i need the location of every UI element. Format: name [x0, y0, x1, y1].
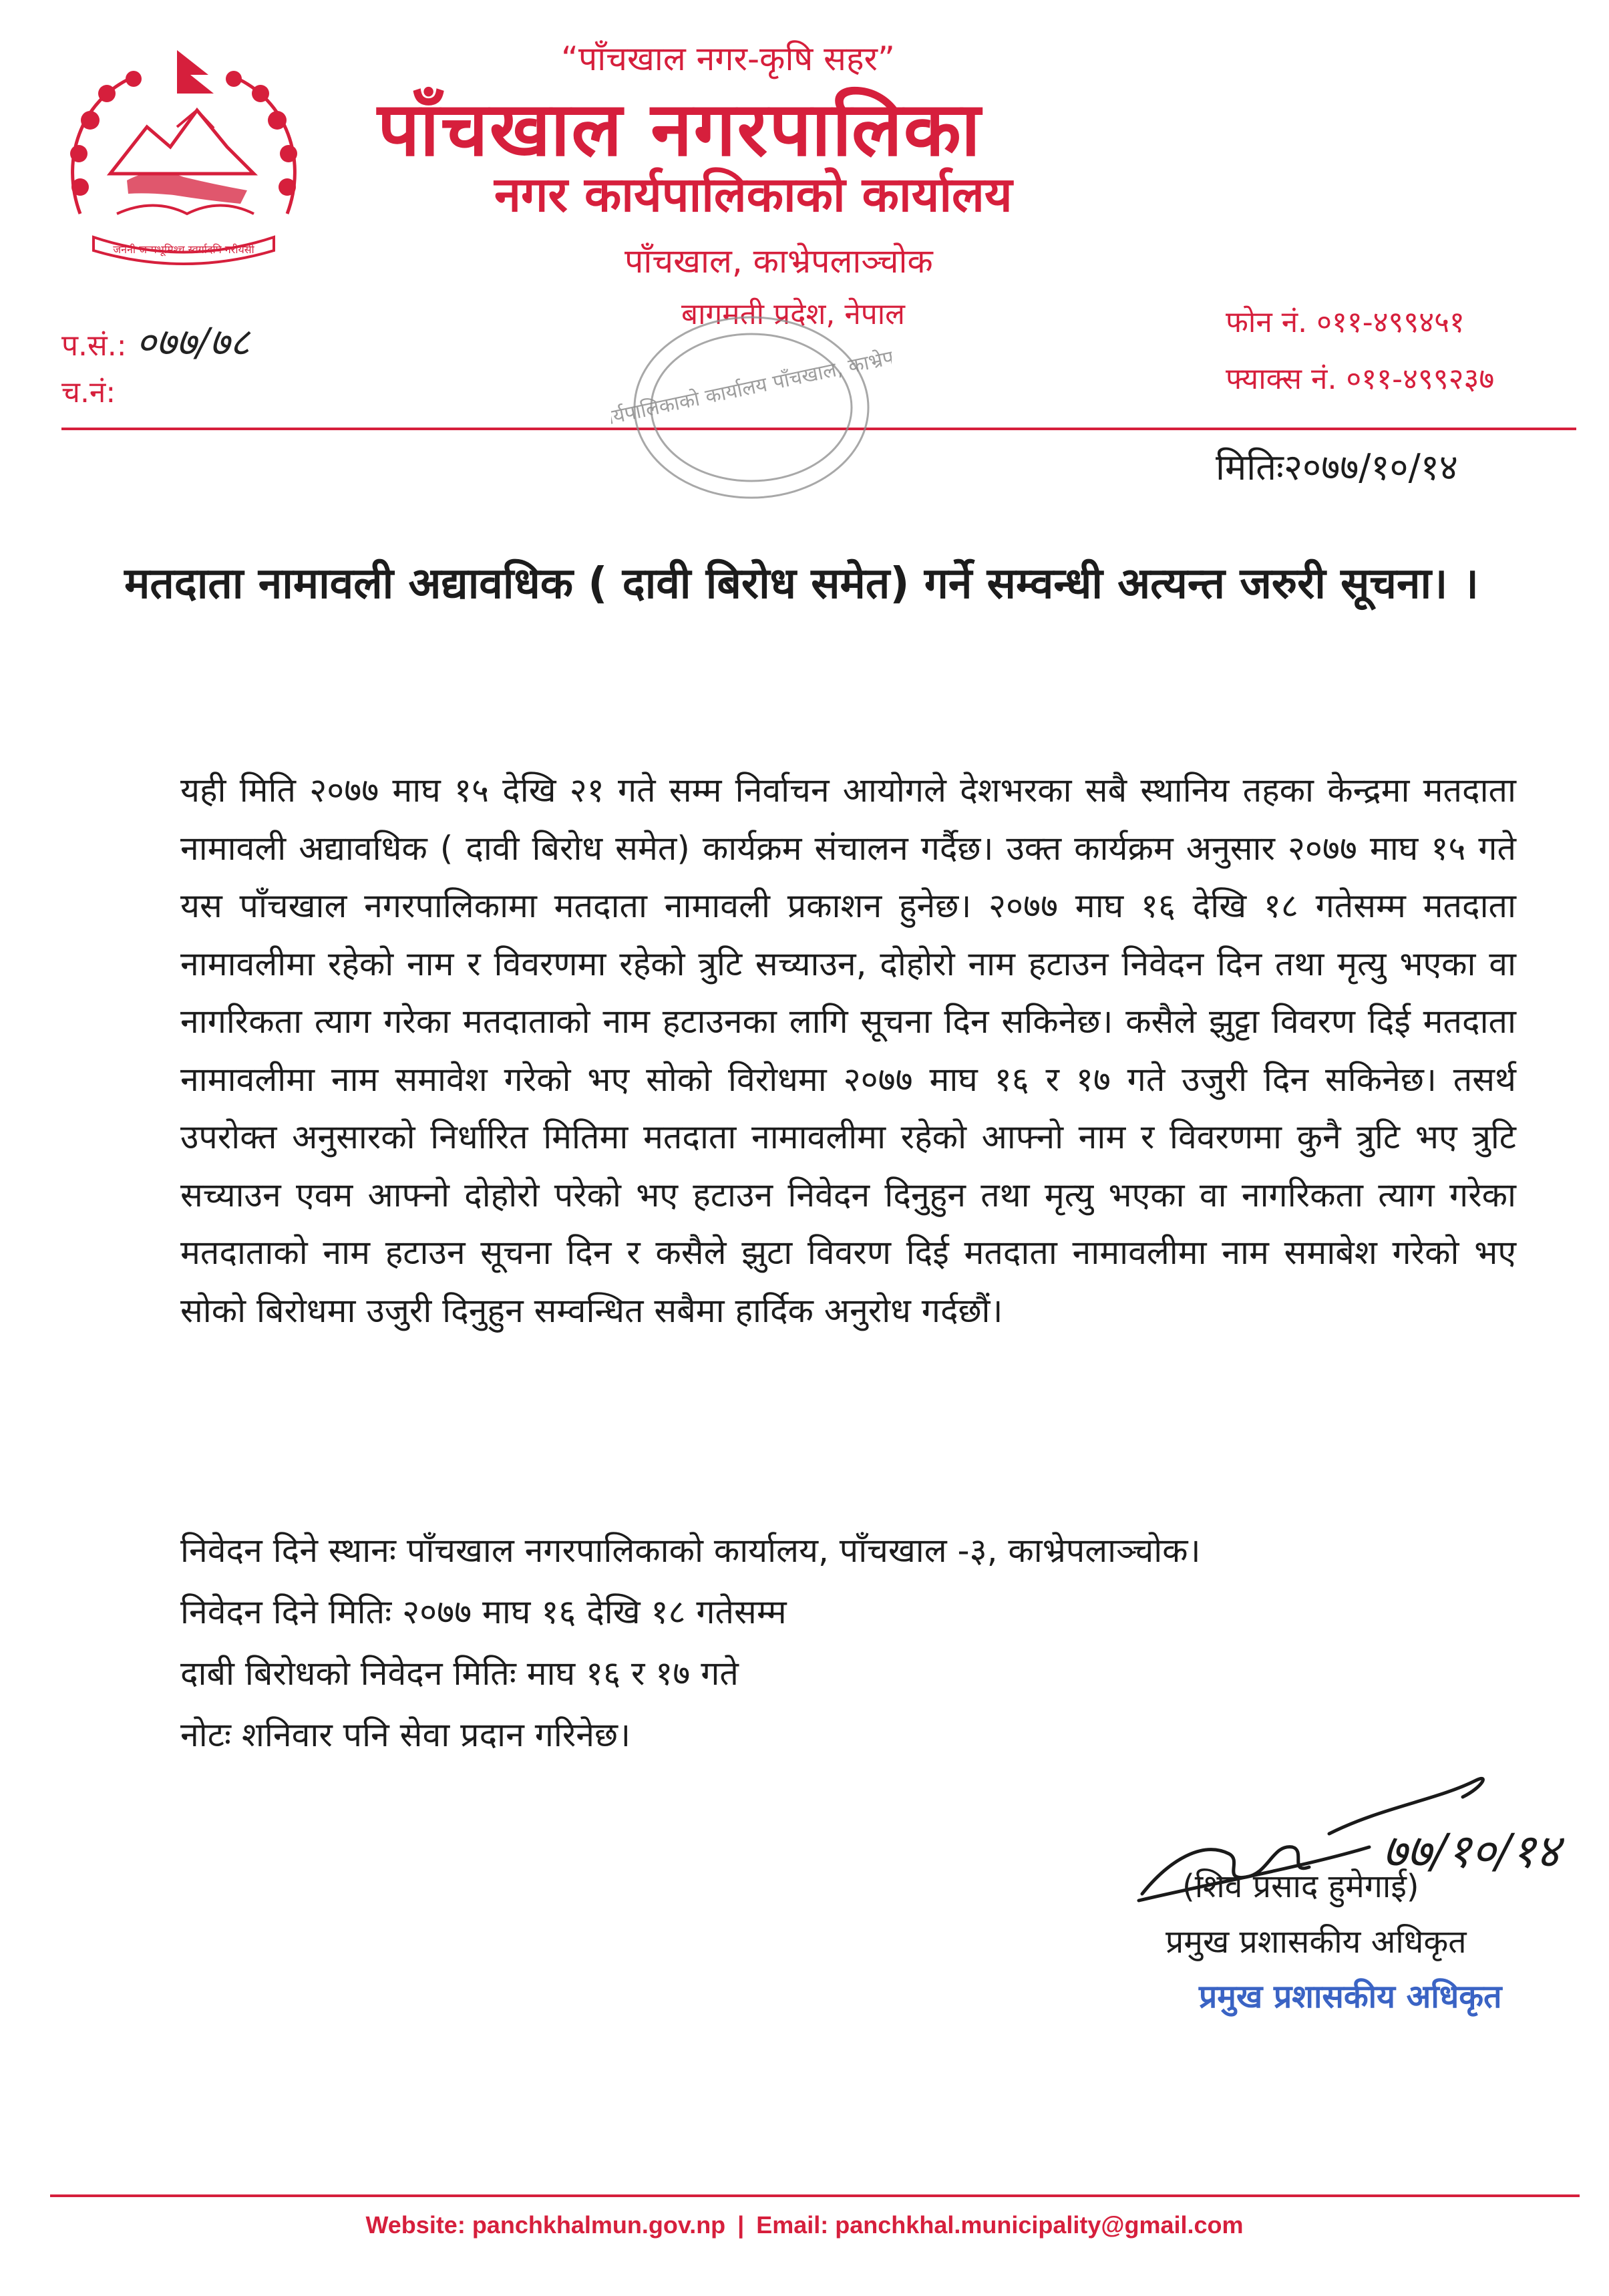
footer-separator: |: [737, 2211, 745, 2239]
signature-date: ७७/१०/१४: [1383, 1824, 1560, 1878]
footer-divider: [50, 2194, 1580, 2197]
footer-email: Email: panchkhal.municipality@gmail.com: [756, 2211, 1244, 2239]
address-line-2: बागमती प्रदेश, नेपाल: [681, 297, 905, 331]
signatory-seal: प्रमुख प्रशासकीय अधिकृत: [1199, 1978, 1502, 2015]
address-line-1: पाँचखाल, काभ्रेपलाञ्चोक: [624, 242, 933, 281]
office-stamp: [611, 294, 892, 514]
reference-label: प.सं.:: [61, 329, 127, 363]
fax-number: फ्याक्स नं. ०११-४९९२३७: [1226, 362, 1495, 396]
notice-title: मतदाता नामावली अद्यावधिक ( दावी बिरोध समेत) गर्ने सम्वन्धी अत्यन्त जरुरी सूचना। ।: [124, 559, 1479, 609]
footer-website: Website: panchkhalmun.gov.np: [365, 2211, 726, 2239]
municipality-name: पाँचखाल नगरपालिका: [377, 86, 982, 173]
notice-body: यही मिति २०७७ माघ १५ देखि २१ गते सम्म निर्वाचन आयोगले देशभरका सबै स्थानिय तहका केन्द्रमा मतदाता नामावली अद्यावधिक ( दावी बिरोध समेत) कार्यक्रम संचालन गर्दैछ। उक्त कार्यक्रम अनुसार २०७७ माघ १५ गते यस पाँचखाल नगरपालिकामा मतदाता नामावली प्रकाशन हुनेछ। २०७७ माघ १६ देखि १८ गतेसम्म मतदाता नामावलीमा रहेको नाम र विवरणमा रहेको त्रुटि सच्याउन, दोहोरो नाम हटाउन निवेदन दिन तथा मृत्यु भएका वा नागरिकता त्याग गरेका मतदाताको नाम हटाउनका लागि सूचना दिन सकिनेछ। कसैले झुट्टा विवरण दिई मतदाता नामावलीमा नाम समावेश गरेको भए सोको विरोधमा २०७७ माघ १६ र १७ गते उजुरी दिन सकिनेछ। तसर्थ उपरोक्त अनुसारको निर्धारित मितिमा मतदाता नामावलीमा रहेको आफ्नो नाम र विवरणमा कुनै त्रुटि भए त्रुटि सच्याउन एवम आफ्नो दोहोरो परेको भए हटाउन निवेदन दिनुहुन तथा मृत्यु भएका वा नागरिकता त्याग गरेका मतदाताको नाम हटाउन सूचना दिन र कसैले झुटा विवरण दिई मतदाता नामावलीमा नाम समाबेश गरेको भए सोको बिरोधमा उजुरी दिनुहुन सम्वन्धित सबैमा हार्दिक अनुरोध गर्दछौं।: [180, 771, 1516, 1330]
svg-text:जननी जन्मभूमिश्च स्वर्गादपि गर: जननी जन्मभूमिश्च स्वर्गादपि गरीयसी: [113, 243, 254, 256]
phone-number: फोन नं. ०११-४९९४५१: [1226, 305, 1465, 339]
notice-details: [180, 1520, 1516, 1766]
chalani-number-label: च.नं:: [61, 375, 116, 409]
reference-number: [61, 314, 250, 367]
office-name: नगर कार्यपालिकाको कार्यालय: [494, 166, 1013, 222]
signatory-name: (शिव प्रसाद हुमेगाई): [1182, 1868, 1419, 1905]
application-date: निवेदन दिने मितिः २०७७ माघ १६ देखि १८ गतेसम्म: [180, 1593, 787, 1631]
objection-date: दाबी बिरोधको निवेदन मितिः माघ १६ र १७ गते: [180, 1654, 739, 1693]
application-location: निवेदन दिने स्थानः पाँचखाल नगरपालिकाको कार्यालय, पाँचखाल -३, काभ्रेपलाञ्चोक।: [180, 1531, 1201, 1570]
signatory-title: प्रमुख प्रशासकीय अधिकृत: [1166, 1923, 1467, 1961]
stamp-text: कार्यपालिकाको कार्यालय पाँचखाल, काभ्रेपलाञ्चोक: [611, 333, 892, 433]
reference-value: ०७७/७८: [136, 319, 250, 365]
footer: [0, 2211, 1609, 2239]
nepal-emblem-icon: [53, 47, 314, 267]
municipality-slogan: “पाँचखाल नगर-कृषि सहर”: [561, 39, 895, 78]
notice-date: मितिः२०७७/१०/१४: [1216, 446, 1458, 488]
saturday-note: नोटः शनिवार पनि सेवा प्रदान गरिनेछ।: [180, 1715, 631, 1754]
